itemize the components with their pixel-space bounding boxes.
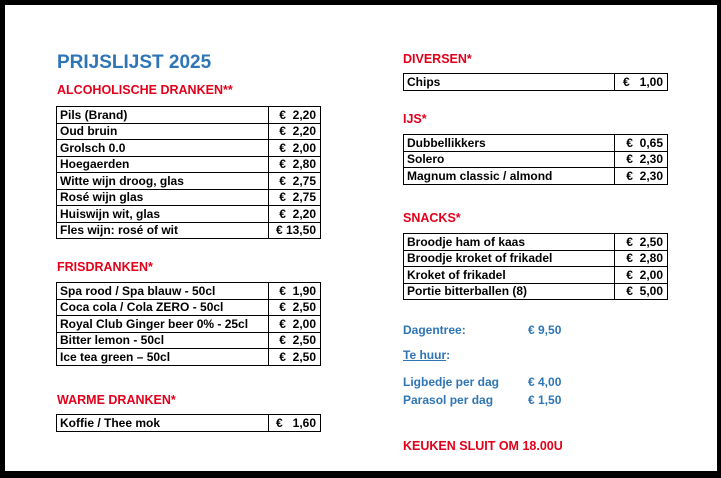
price-row [57,189,321,206]
price-table-ice-cream [403,134,668,185]
section-heading-misc: DIVERSEN* [403,52,472,66]
price-row [57,173,321,190]
price-row [404,283,668,300]
price-row [57,299,321,316]
price-row [404,151,668,168]
item-name: Solero [404,151,615,168]
item-name: Broodje kroket of frikadel [404,250,615,267]
price-row [404,168,668,185]
item-price: € 2,30 [615,151,668,168]
item-name: Kroket of frikadel [404,267,615,284]
item-name: Ice tea green – 50cl [57,349,269,366]
price-row [57,283,321,300]
item-price: € 0,65 [615,135,668,152]
item-price: € 2,80 [269,156,321,173]
item-price: € 1,90 [269,283,321,300]
item-name: Magnum classic / almond [404,168,615,185]
price-row [57,156,321,173]
rental-heading [403,348,450,362]
section-heading-ice-cream: IJS* [403,112,427,126]
section-heading-soft-drinks: FRISDRANKEN* [57,260,153,274]
price-row [57,415,321,432]
price-list-page [5,5,717,471]
item-price: € 5,00 [615,283,668,300]
item-price: € 2,50 [269,299,321,316]
rental-heading-text: Te huur [403,348,447,362]
price-row [404,74,668,91]
item-name: Pils (Brand) [57,107,269,124]
price-row [57,349,321,366]
item-price: € 2,50 [615,234,668,251]
item-price: € 2,00 [615,267,668,284]
parasol-price: € 1,50 [528,393,562,407]
item-price: € 2,80 [615,250,668,267]
rental-heading-colon: : [446,348,451,362]
price-row [57,206,321,223]
item-name: Koffie / Thee mok [57,415,269,432]
item-price: € 2,20 [269,206,321,223]
item-name: Oud bruin [57,123,269,140]
price-table-hot-drinks [56,414,321,432]
item-name: Grolsch 0.0 [57,140,269,157]
kitchen-closing-note: KEUKEN SLUIT OM 18.00U [403,439,563,453]
item-name: Bitter lemon - 50cl [57,332,269,349]
price-row [404,234,668,251]
item-price: € 2,20 [269,107,321,124]
lounger-price: € 4,00 [528,375,562,389]
day-entry-label: Dagentree: [403,323,466,337]
item-name: Huiswijn wit, glas [57,206,269,223]
item-price: € 1,60 [269,415,321,432]
page-title: PRIJSLIJST 2025 [57,52,212,73]
item-price: € 13,50 [269,222,321,239]
price-table-alcoholic [56,106,321,239]
price-row [404,250,668,267]
item-price: € 2,00 [269,140,321,157]
price-row [57,123,321,140]
item-price: € 2,50 [269,349,321,366]
price-table-soft-drinks [56,282,321,366]
price-row [404,135,668,152]
item-price: € 1,00 [615,74,668,91]
lounger-label: Ligbedje per dag [403,375,500,389]
item-price: € 2,75 [269,189,321,206]
price-row [57,140,321,157]
item-name: Broodje ham of kaas [404,234,615,251]
price-row [57,316,321,333]
item-price: € 2,75 [269,173,321,190]
item-price: € 2,20 [269,123,321,140]
price-row [57,332,321,349]
item-price: € 2,00 [269,316,321,333]
item-price: € 2,50 [269,332,321,349]
item-name: Hoegaerden [57,156,269,173]
parasol-label: Parasol per dag [403,393,494,407]
item-name: Chips [404,74,615,91]
item-name: Witte wijn droog, glas [57,173,269,190]
item-name: Dubbellikkers [404,135,615,152]
price-row [57,107,321,124]
day-entry-price: € 9,50 [528,323,562,337]
item-name: Royal Club Ginger beer 0% - 25cl [57,316,269,333]
section-heading-snacks: SNACKS* [403,211,461,225]
price-table-snacks [403,233,668,300]
price-row [57,222,321,239]
item-name: Portie bitterballen (8) [404,283,615,300]
price-row [404,267,668,284]
section-heading-alcoholic: ALCOHOLISCHE DRANKEN** [57,83,233,97]
item-name: Rosé wijn glas [57,189,269,206]
item-name: Fles wijn: rosé of wit [57,222,269,239]
section-heading-hot-drinks: WARME DRANKEN* [57,393,176,407]
price-table-misc [403,73,668,91]
item-name: Coca cola / Cola ZERO - 50cl [57,299,269,316]
item-name: Spa rood / Spa blauw - 50cl [57,283,269,300]
item-price: € 2,30 [615,168,668,185]
